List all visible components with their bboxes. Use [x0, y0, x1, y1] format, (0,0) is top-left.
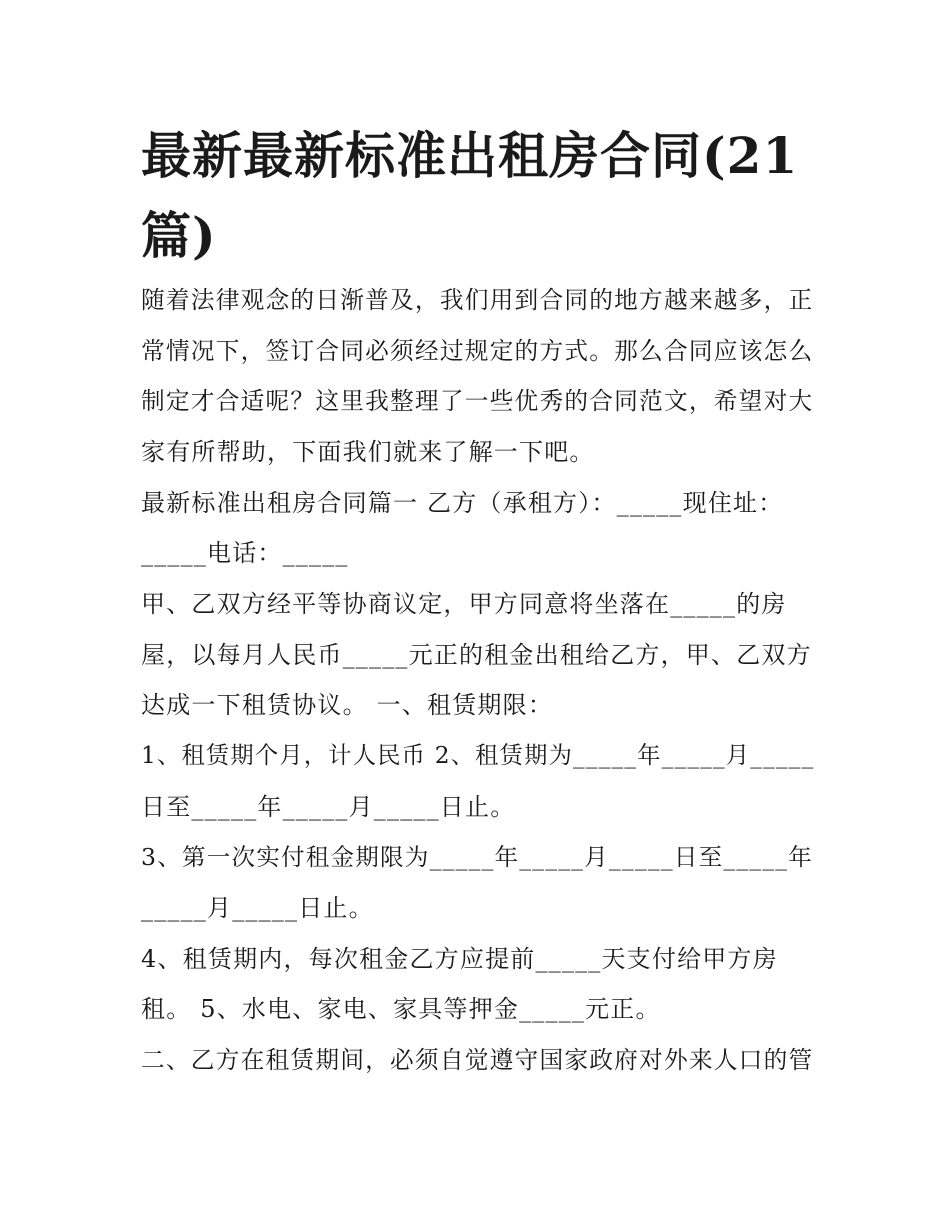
body-line-16: 二、乙方在租赁期间，必须自觉遵守国家政府对外来人口的管 — [141, 1046, 814, 1074]
body-line-14: 4、租赁期内，每次租金乙方应提前_____天支付给甲方房 — [141, 945, 778, 973]
body-line-4: 家有所帮助，下面我们就来了解一下吧。 — [141, 438, 595, 466]
body-line-9: 达成一下租赁协议。 一、租赁期限： — [141, 691, 554, 719]
body-line-15: 租。 5、水电、家电、家具等押金_____元正。 — [141, 995, 661, 1023]
title-line-1: 最新最新标准出租房合同(21 — [141, 126, 799, 185]
body-line-8: 屋，以每月人民币_____元正的租金出租给乙方，甲、乙双方 — [141, 641, 812, 669]
body-line-7: 甲、乙双方经平等协商议定，甲方同意将坐落在_____的房 — [141, 590, 787, 618]
document-title — [141, 116, 813, 276]
body-line-1: 随着法律观念的日渐普及，我们用到合同的地方越来越多，正 — [141, 286, 814, 314]
body-line-12: 3、第一次实付租金期限为_____年_____月_____日至_____年 — [141, 843, 814, 871]
body-line-6: _____电话：_____ — [141, 539, 349, 567]
body-line-2: 常情况下，签订合同必须经过规定的方式。那么合同应该怎么 — [141, 337, 814, 365]
body-line-11: 日至_____年_____月_____日止。 — [141, 793, 516, 821]
body-line-13: _____月_____日止。 — [141, 894, 374, 922]
body-line-3: 制定才合适呢？这里我整理了一些优秀的合同范文，希望对大 — [141, 387, 814, 415]
title-line-2: 篇) — [141, 206, 217, 265]
body-line-10: 1、租赁期个月，计人民币 2、租赁期为_____年_____月_____ — [141, 742, 815, 769]
body-line-5: 最新标准出租房合同篇一 乙方（承租方）：_____现住址： — [141, 489, 784, 517]
